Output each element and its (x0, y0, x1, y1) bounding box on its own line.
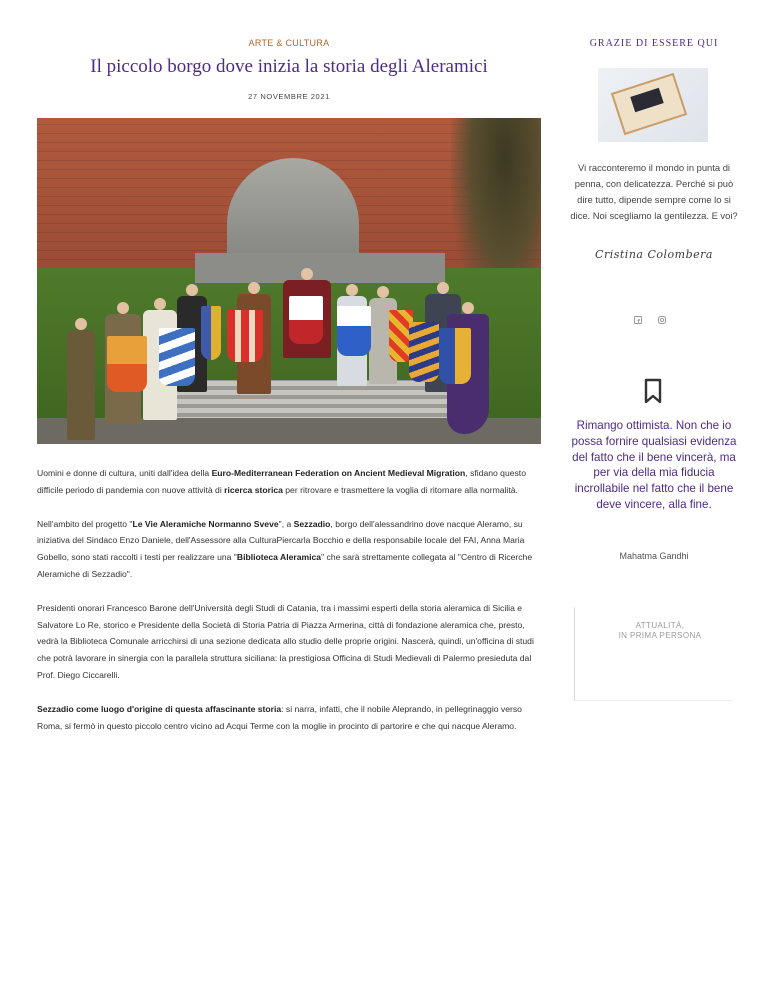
article-hero-photo (37, 118, 541, 444)
photo-figure (67, 330, 95, 440)
photo-shield (107, 336, 147, 392)
bookmark-icon (643, 378, 663, 404)
category-card[interactable] (574, 607, 733, 701)
social-links (634, 316, 674, 326)
photo-shield (201, 306, 221, 360)
article-body (37, 465, 541, 751)
photo-shield (409, 322, 439, 382)
instagram-icon[interactable] (658, 316, 666, 326)
article-paragraph: Sezzadio come luogo d'origine di questa affascinante storia: si narra, infatti, che il nobile Aleprando, in pellegrinaggio verso Roma, si fermò in questo piccolo centro vicino ad Acqui Terme con la moglie in procinto di partorire e che qui nacque Aleramo. (37, 703, 522, 731)
photo-shield (439, 328, 471, 384)
sidebar-photo (598, 68, 708, 142)
article-paragraph: Presidenti onorari Francesco Barone dell'Università degli Studi di Catania, tra i massimi esperti della storia aleramica di Sicilia e Salvatore Lo Re, storico e Presidente della Società di Storia Patria di Piazza Armerina, città di fondazione aleramica che, presto, vedrà la Biblioteca Comunale arricchirsi di una sezione dedicata allo studio delle proprie origini. Nascerà, quindi, un'officina di studi che potrà lavorare in sinergia con la parallela struttura siciliana: la prestigiosa Officina di Studi Medievali di Palermo presieduta dal Prof. Diego Ciccarelli. (37, 602, 534, 680)
photo-shield (159, 328, 195, 386)
photo-shield (289, 296, 323, 344)
photo-shield (337, 306, 371, 356)
photo-shield (227, 310, 263, 362)
sidebar-quote: Rimango ottimista. Non che io possa fornire qualsiasi evidenza del fatto che il bene vincerà, ma per via della mia fiducia incrollabile nel fatto che il bene deve vincere, alla fine. (571, 419, 737, 511)
category-card-label: ATTUALITÀ, IN PRIMA PERSONA (618, 621, 702, 640)
article-paragraph: Nell'ambito del progetto "Le Vie Aleramiche Normanno Sveve", a Sezzadio, borgo dell'alessandrino dove nacque Aleramo, su iniziativa del Sindaco Enzo Daniele, dell'Assessore alla CulturaPiercarla Bocchio e della responsabile locale del FAI, Anna Maria Gobello, sono stati raccolti i testi per realizzare una "Biblioteca Aleramica" che sarà strettamente collegata al "Centro di Ricerche Aleramiche di Sezzadio". (37, 518, 533, 579)
article-category[interactable]: ARTE & CULTURA (248, 38, 330, 48)
sidebar-title: GRAZIE DI ESSERE QUI (589, 38, 719, 49)
article-paragraph: Uomini e donne di cultura, uniti dall'idea della Euro-Mediterranean Federation on Ancient Medieval Migration, sfidano questo difficile periodo di pandemia con nuove attività di ricerca storica per ritrovare e trasmettere la voglia di ritornare alla normalità. (37, 468, 526, 495)
photo-fountain-basin (195, 253, 445, 283)
article-date: 27 NOVEMBRE 2021 (248, 92, 330, 101)
author-signature: Cristina Colombera (595, 248, 713, 261)
facebook-icon[interactable] (634, 316, 642, 326)
quote-author: Mahatma Gandhi (619, 551, 689, 561)
sidebar-intro: Vi racconteremo il mondo in punta di penna, con delicatezza. Perché si può dire tutto, dipende sempre come lo si dice. Noi scegliamo la gentilezza. E voi? (570, 162, 738, 221)
article-title: Il piccolo borgo dove inizia la storia degli Aleramici (90, 56, 488, 77)
